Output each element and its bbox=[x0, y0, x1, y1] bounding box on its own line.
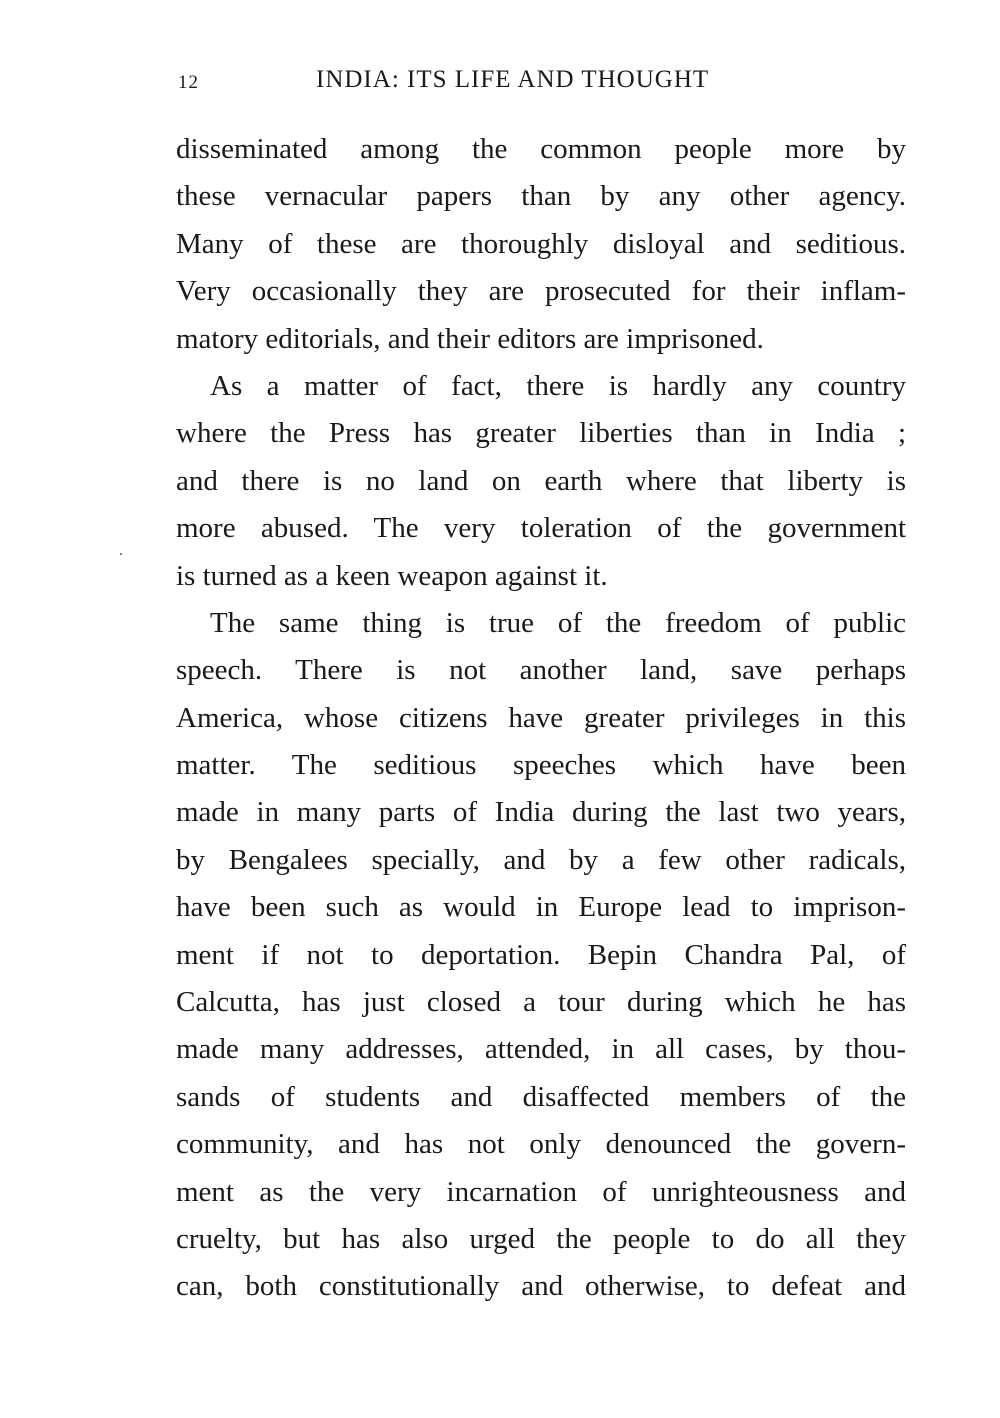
text-line: by Bengalees specially, and by a few other radicals, bbox=[176, 843, 906, 876]
text-line: can, both constitutionally and otherwise, to defeat and bbox=[176, 1270, 906, 1303]
page-number: 12 bbox=[178, 72, 199, 93]
scan-speck bbox=[120, 553, 122, 555]
text-line: ment as the very incarnation of unrighteousness and bbox=[176, 1175, 906, 1208]
text-line: where the Press has greater liberties than in India ; bbox=[176, 417, 906, 450]
text-line: more abused. The very toleration of the government bbox=[176, 512, 906, 545]
text-line: made in many parts of India during the last two years, bbox=[176, 796, 906, 829]
text-line: disseminated among the common people more by bbox=[176, 133, 906, 165]
text-line: made many addresses, attended, in all cases, by thou- bbox=[176, 1033, 906, 1066]
text-line: have been such as would in Europe lead to imprison- bbox=[176, 891, 906, 924]
paragraph-end-line: matory editorials, and their editors are imprisoned. bbox=[176, 322, 764, 355]
text-line: Calcutta, has just closed a tour during which he has bbox=[176, 986, 906, 1019]
text-line: Very occasionally they are prosecuted for their inflam- bbox=[176, 275, 906, 308]
text-line: ment if not to deportation. Bepin Chandra Pal, of bbox=[176, 938, 906, 971]
body-text bbox=[176, 126, 906, 1311]
text-line: these vernacular papers than by any other agency. bbox=[176, 180, 906, 213]
text-line: and there is no land on earth where that liberty is bbox=[176, 464, 906, 497]
text-line: Many of these are thoroughly disloyal and seditious. bbox=[176, 227, 906, 260]
text-line: community, and has not only denounced the govern- bbox=[176, 1128, 906, 1161]
paragraph-start-line: As a matter of fact, there is hardly any country bbox=[210, 369, 906, 402]
paragraph-start-line: The same thing is true of the freedom of public bbox=[210, 606, 906, 639]
text-line: speech. There is not another land, save perhaps bbox=[176, 654, 906, 687]
text-line: sands of students and disaffected members of the bbox=[176, 1080, 906, 1113]
text-line: America, whose citizens have greater privileges in this bbox=[176, 701, 906, 734]
running-title: INDIA: ITS LIFE AND THOUGHT bbox=[316, 66, 710, 93]
paragraph-end-line: is turned as a keen weapon against it. bbox=[176, 559, 608, 592]
running-head bbox=[0, 66, 1000, 106]
text-line: matter. The seditious speeches which have been bbox=[176, 749, 906, 782]
text-line: cruelty, but has also urged the people to do all they bbox=[176, 1222, 906, 1255]
